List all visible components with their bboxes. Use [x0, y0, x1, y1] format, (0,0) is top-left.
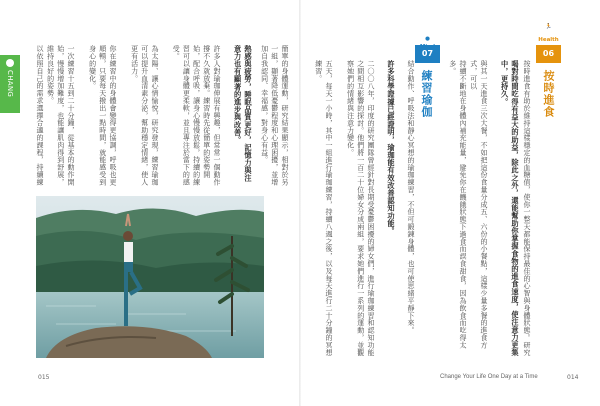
- left-paragraph-2: 許多人對瑜珈伸展有興趣，但常常一個動作撐不久就放棄。練習時先從簡單的姿勢開始，配合呼吸，讓身心慢慢放鬆，持續的練習可以讓身體更柔軟，並且專注於當下的感受。: [172, 45, 221, 186]
- running-icon: 🏃: [545, 24, 552, 30]
- page-gutter: [299, 0, 301, 406]
- yoga-photo-illustration: [36, 196, 264, 358]
- left-paragraph-5: 一次練習十五到二十分鐘，從基本的動作開始，慢慢增加難度，也能讓肌肉得到舒展，維持良好的姿勢。: [46, 45, 75, 186]
- left-paragraph-1: 簡單的身體運動，研究結果顯示，相對於另一組，顯著降低憂鬱程度和心理困擾，並增加自我認同、幸福感，對身心有益。: [260, 45, 289, 186]
- left-paragraph-6: 以依照自己的需求選擇合適的課程，持續練: [36, 45, 44, 186]
- section-07-badge: 07: [415, 45, 440, 63]
- section-06-paragraph-2: 與其一天進食三次大餐，不如把這份食量分成五、六份的小餐點，這樣少量多餐的進食方式，可以: [469, 60, 488, 349]
- section-06-paragraph-1: 按時進食有助於維持這樣穩定的血糖值，使你一整天都能保持最佳的心智與身體狀態。研究: [523, 60, 531, 356]
- section-06-badge: 06: [536, 45, 561, 63]
- left-bold-paragraph: 熱感與疲勞，睡眠品質更好，記憶力與注意力也有顯著的進步與改善。: [233, 45, 253, 182]
- left-paragraph-4: 你在練習中的身體會變得更協調，呼吸也更順暢，只要每天撥出一點時間，就能感受到身心的變化。: [88, 45, 117, 186]
- section-06-caption: Health: [538, 37, 559, 43]
- section-07-paragraph-3: 五天，每天一小時，其中一組進行瑜珈練習，持續八週之後，以及每天進行二十分鐘的冥想練習。: [314, 60, 333, 356]
- section-06-title: 按時進食: [542, 70, 555, 118]
- mind-icon: ●: [425, 36, 430, 42]
- section-07-paragraph-2: 二〇〇八年，印度的研究團隊曾經針對長期受憂鬱困擾的婦女們，進行瑜珈練習和認知功能之間相互影響的探討。他們將一百二十位婦女分成兩組，要求她們進行一系列的運動，並觀察她們的情緒與注意力變化。: [346, 60, 375, 356]
- left-page-number: 015: [38, 374, 50, 381]
- yoga-photo: [36, 196, 264, 358]
- section-06-bold-1: 喝對時間吃得有益大的助益，除此之外，還能幫助你掌握食物的進食速度，使注意力更集中，更持久。: [500, 60, 520, 357]
- left-paragraph-3: 為太陽、讓心情愉悅，研究發現，練習瑜珈可以提升血清素分泌，幫助穩定情緒，使人更有活力。: [130, 45, 159, 186]
- running-title: Change Your Life One Day at a Time: [440, 374, 538, 380]
- section-07-bold-1: 許多科學證據已經證明，瑜珈能有效改善認知功能。: [387, 60, 396, 235]
- right-page-number: 014: [567, 374, 579, 381]
- section-07-paragraph-1: 結合動作、呼吸法和靜心冥想的瑜珈練習，不但可鍛鍊身體，也可使思緒平靜下來。: [407, 60, 415, 334]
- section-07-title: 練習瑜伽: [420, 70, 433, 118]
- section-06-paragraph-3: 持續不斷地在身體內補充能量，避免你在饑餓狀態下過食而誤食甜食，因為飲食而吃得太多。: [448, 60, 467, 349]
- side-tab-label: CHANG: [6, 70, 14, 98]
